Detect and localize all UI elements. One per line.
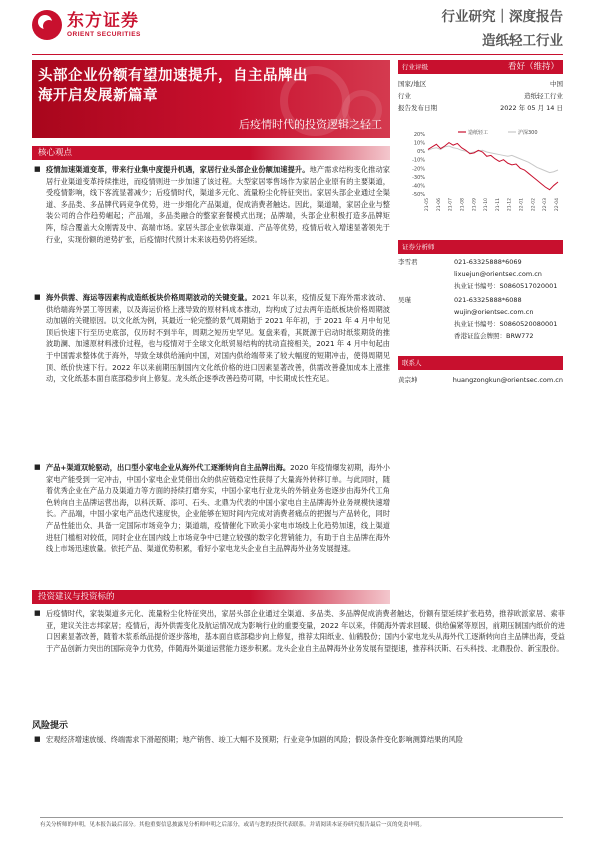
investment-para [32, 608, 565, 654]
analyst-phone: 021-63325888*6088 [454, 296, 522, 304]
risk-para [32, 734, 565, 746]
field-region [398, 78, 563, 90]
footer-disclaimer: 有关分析师的申明，见本报告最后部分。其他重要信息披露见分析师申明之后部分，或请与您的投资代表联系。并请阅读本证券研究报告最后一页的免责申明。 [40, 817, 563, 828]
rating-header [398, 60, 563, 74]
para-lead: 疫情加速渠道变革，带来行业集中度提升机遇，家居行业头部企业份额加速提升。 [46, 165, 310, 174]
para-lead: 产品+渠道双轮驱动，出口型小家电企业从海外代工逐渐转向自主品牌出海。 [46, 463, 291, 472]
x-tick-label: 22-03 [543, 198, 549, 212]
field-value: 中国 [550, 80, 563, 88]
core-para-3 [32, 462, 390, 555]
y-tick-label: -10% [412, 157, 425, 164]
logo-cn: 东方证券 [67, 11, 139, 31]
contact [398, 374, 563, 386]
x-tick-label: 21-05 [425, 198, 430, 212]
y-tick-label: 10% [413, 140, 425, 147]
investment-label: 投资建议与投资标的 [38, 592, 115, 602]
contact-name: 黄宗坤 [398, 376, 418, 384]
y-tick-label: -40% [412, 183, 425, 190]
x-tick-label: 21-12 [507, 198, 513, 212]
x-tick-label: 22-01 [519, 198, 525, 212]
y-tick-label: 20% [413, 132, 425, 138]
para-lead: 海外供需、海运等因素构成造纸板块价格周期波动的关键变量。 [46, 293, 252, 302]
bullet-icon: ■ [34, 165, 41, 173]
series-line [428, 143, 558, 190]
field-value: 2022 年 05 月 14 日 [500, 104, 563, 112]
analyst-license: 执业证书编号：S0860517020001 [454, 282, 558, 290]
investment-body: 后疫情时代，家装渠道多元化、流量粉尘化特征突出，家居头部企业通过全渠道、多品类、多品牌促成消费者触达，份额有望延续扩张趋势，推荐欧派家居、索菲亚，建议关注志邦家居；疫情后，海外供需变化及航运情况成为影响行业的重要变量，2022 年以来，伴随海外需求回暖、供给偏紧等原因，前期压制国内纸价的进口因素显著改善，随着木浆系纸品提价逐步落地，基本面自底部稳步向上修复，推荐太阳纸业、仙鹤股份；国内小家电龙头从海外代工逐渐转向自主品牌出海，受益于产品创新力突出的国际竞争力优势，伴随海外渠道运营能力逐步积累。龙头企业自主品牌海外业务发展有望提速，推荐科沃斯、石头科技、北鼎股份、新宝股份。 [46, 609, 565, 653]
core-para-2 [32, 292, 390, 385]
y-tick-label: -30% [412, 174, 425, 181]
report-subtitle: 后疫情时代的投资逻辑之轻工 [239, 118, 382, 131]
title-line-1: 头部企业份额有望加速提升，自主品牌出 [38, 68, 308, 84]
analyst-header-box [398, 240, 563, 254]
bullet-icon: ■ [34, 735, 41, 743]
x-tick-label: 21-08 [460, 198, 466, 212]
field-key: 行业 [398, 92, 411, 100]
analyst-email[interactable]: lixuejun@orientsec.com.cn [454, 270, 542, 278]
para-body: 2020 年疫情爆发初期，海外小家电产能受到一定冲击，中国小家电企业凭借出众的供应链稳定性获得了大量海外转移订单。与此同时，随着优秀企业在产品力及渠道力等方面的持续打磨夯实，中国小家电行业龙头的外销业务也逐步由海外代工角色转向自主品牌运营出海，以科沃斯、添可、石头、北鼎为代表的中国小家电自主品牌海外业务规模快速增长。产品端，中国小家电产品迭代速度快，企业能够在短时间内完成对消费者痛点的把握与产品转化，同时产品性能出众、具备一定国际市场竞争力；渠道端，疫情催化下欧美小家电市场线上化趋势加速，线上渠道进驻门槛相对较低，同时企业在国内线上市场竞争中已建立较强的数字化营销能力，有助于自主品牌在海外线上市场迅速放量。依托产品、渠道优势积累，看好小家电龙头企业自主品牌海外业务发展提速。 [46, 463, 390, 554]
x-tick-label: 21-09 [472, 198, 478, 212]
analyst-name: 李雪君 [398, 258, 418, 266]
legend-label: 沪深300 [518, 130, 538, 136]
series-line [428, 146, 558, 173]
core-para-1 [32, 164, 390, 245]
x-tick-label: 21-06 [436, 198, 442, 212]
header-divider [32, 54, 563, 55]
report-title [38, 66, 308, 106]
field-key: 报告发布日期 [398, 104, 437, 112]
logo [32, 10, 141, 40]
analyst-2 [398, 294, 563, 342]
y-tick-label: 0% [417, 149, 425, 156]
header-fade [250, 590, 390, 604]
legend-label: 造纸轻工 [468, 130, 489, 136]
risk-body: 宏观经济增速放缓、终端需求下滑超预期；地产销售、竣工大幅不及预期；行业竞争加剧的风险；假设条件变化影响测算结果的风险 [46, 735, 463, 744]
analyst-name: 吴瑾 [398, 296, 411, 304]
risk-header: 风险提示 [32, 721, 69, 731]
rating-box [398, 60, 563, 114]
field-key: 国家/地区 [398, 80, 427, 88]
field-value: 造纸轻工行业 [524, 92, 563, 100]
core-view-label: 核心观点 [38, 148, 73, 158]
bullet-icon: ■ [34, 293, 41, 301]
performance-chart [398, 126, 563, 236]
analyst-hk-license: 香港证监会牌照：BRW772 [454, 332, 534, 340]
title-banner [32, 60, 390, 138]
field-date [398, 102, 563, 114]
contact-header: 联系人 [398, 356, 563, 370]
logo-icon [32, 10, 62, 40]
y-tick-label: -20% [412, 166, 425, 173]
title-line-2: 海开启发展新篇章 [38, 88, 158, 104]
x-tick-label: 22-02 [531, 198, 537, 212]
field-industry [398, 90, 563, 102]
contact-header-box [398, 356, 563, 370]
investment-header [32, 590, 390, 604]
x-tick-label: 22-04 [555, 198, 560, 212]
logo-en: ORIENT SECURITIES [67, 31, 141, 38]
rating-label: 行业评级 [402, 63, 428, 71]
analyst-phone: 021-63325888*6069 [454, 258, 522, 266]
para-body: 地产需求结构变化推动家居行业渠道变革持续推进，而疫情则进一步加速了该过程。大型家居零售场作为家居企业原有的主要渠道，受疫情影响，线下客流显著减少；后疫情时代，渠道多元化、流量粉尘化特征突出。家居头部企业通过全渠道、多品类、多品牌代码竞争优势，进一步细化产品渠道，促成消费者触达。因此，渠道端，家居企业与整装公司的合作趋势崛起；产品端，多品类融合的整家套餐模式出现；品牌端，头部企业积极打造多品牌矩阵，综合覆盖大众刚需及中、高端市场。家居头部企业依靠渠道、产品等优势，疫情后收入增速显著领先于行业，实现份额的逆势扩张，后疫情时代预计未来该趋势仍将延续。 [46, 165, 390, 244]
para-body: 2021 年以来，疫情反复下海外需求波动、供给端海外罢工等因素，以及海运价格上涨导致的原材料成本推动，均构成了过去两年造纸板块价格周期波动加剧的关键原因。以文化纸为例，其最近一轮完整的景气周期始于 2021 年年初，于 2021 年 4 月中旬见顶后快速下行至历史底部，仅历时不到半年，周期之短历史罕见。复盘来看，其既源于启动时纸浆期货的推波助澜、加速原材料涨价过程，也与疫情对于全球文化纸贸易结构的扰动直接相关，2021 年 4 月中旬起由于中国需求整体优于海外，导致全球供给涌向中国，对国内供给端带来了较大幅度的短期冲击，使得周期见顶、纸价快速下行。2022 年以来前期压制国内文化纸价格的进口因素显著改善，供需改善叠加成本上涨推动，文化纸基本面自底部稳步向上修复。龙头纸企逐季改善趋势可期，中长期成长性充足。 [46, 293, 390, 384]
chart-svg [398, 126, 563, 236]
analyst-1 [398, 256, 563, 292]
header-fade [250, 146, 390, 160]
x-tick-label: 21-11 [495, 198, 501, 212]
report-industry: 造纸轻工行业 [482, 33, 563, 49]
report-category: 行业研究｜深度报告 [441, 9, 563, 25]
analyst-header: 证券分析师 [398, 240, 563, 254]
core-view-header [32, 146, 390, 160]
bullet-icon: ■ [34, 609, 41, 617]
contact-email[interactable]: huangzongkun@orientsec.com.cn [452, 376, 563, 384]
rating-value: 看好（维持） [507, 62, 559, 72]
x-tick-label: 21-07 [448, 198, 454, 212]
y-tick-label: -50% [412, 192, 425, 198]
x-tick-label: 21-10 [484, 198, 490, 212]
analyst-license: 执业证书编号：S0860520080001 [454, 320, 558, 328]
analyst-email[interactable]: wujin@orientsec.com.cn [454, 308, 534, 316]
bullet-icon: ■ [34, 463, 41, 471]
